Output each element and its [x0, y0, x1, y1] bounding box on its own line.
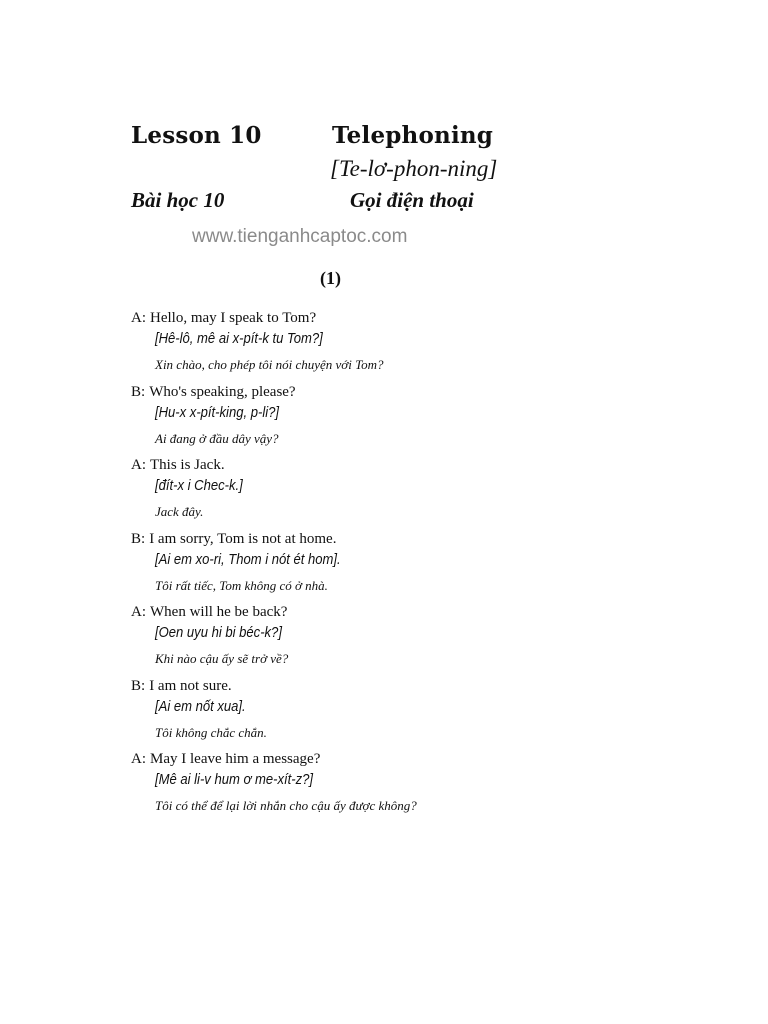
vietnamese-line: Tôi rất tiếc, Tom không có ở nhà.: [155, 577, 328, 593]
pronunciation-line: [đít-x i Chec-k.]: [155, 478, 243, 494]
dialogue-turn: [131, 528, 651, 602]
vietnamese-line: Jack đây.: [155, 504, 204, 519]
english-text: This is Jack.: [150, 457, 225, 473]
dialogue-turn: [131, 381, 651, 455]
english-text: I am sorry, Tom is not at home.: [149, 530, 337, 547]
vietnamese-line: Tôi có thể để lại lời nhắn cho cậu ấy được không?: [155, 798, 417, 813]
pronunciation-line: [Ai em nốt xua].: [155, 698, 246, 715]
english-text: When will he be back?: [150, 604, 288, 620]
vietnamese-line: Xin chào, cho phép tôi nói chuyện với Tom?: [155, 357, 384, 372]
lesson-topic: Telephoning: [332, 122, 494, 149]
pronunciation-line: [Mê ai li-v hum ơ me-xít-z?]: [155, 772, 313, 788]
english-line: [131, 604, 287, 621]
dialogue-turn: [131, 454, 651, 528]
english-line: [131, 384, 296, 401]
speaker-label: A:: [131, 457, 146, 473]
speaker-label: A:: [131, 751, 146, 767]
dialogue: [131, 307, 651, 822]
english-text: Hello, may I speak to Tom?: [150, 310, 317, 326]
vietnamese-line: Ai đang ở đầu dây vậy?: [155, 430, 279, 446]
section-number: (1): [320, 268, 341, 288]
english-line: [131, 457, 225, 474]
english-line: [131, 310, 316, 327]
speaker-label: B:: [131, 677, 146, 694]
english-text: May I leave him a message?: [150, 751, 321, 767]
english-line: [131, 531, 336, 548]
dialogue-turn: [131, 675, 651, 749]
topic-pronunciation: [Te-lơ-phon-ning]: [330, 156, 498, 181]
speaker-label: A:: [131, 310, 146, 326]
dialogue-turn: [131, 601, 651, 675]
speaker-label: B:: [131, 530, 146, 547]
dialogue-turn: [131, 307, 651, 381]
lesson-label-vietnamese: Bài học 10: [131, 188, 225, 212]
vietnamese-line: Khi nào cậu ấy sẽ trở về?: [155, 651, 289, 666]
pronunciation-line: [Ai em xo-ri, Thom i nót ét hom].: [155, 551, 341, 568]
dialogue-turn: [131, 748, 651, 822]
english-line: [131, 751, 320, 768]
english-text: I am not sure.: [149, 677, 232, 694]
pronunciation-line: [Hê-lô, mê ai x-pít-k tu Tom?]: [155, 331, 323, 347]
english-line: [131, 678, 232, 695]
lesson-label: Lesson 10: [131, 122, 262, 149]
speaker-label: A:: [131, 604, 146, 620]
watermark: www.tienganhcaptoc.com: [192, 226, 408, 247]
pronunciation-line: [Oen uyu hi bi béc-k?]: [155, 625, 282, 641]
topic-vietnamese: Gọi điện thoại: [350, 188, 474, 212]
pronunciation-line: [Hu-x x-pít-king, p-li?]: [155, 404, 280, 421]
english-text: Who's speaking, please?: [149, 383, 296, 400]
speaker-label: B:: [131, 383, 146, 400]
vietnamese-line: Tôi không chắc chắn.: [155, 724, 267, 740]
